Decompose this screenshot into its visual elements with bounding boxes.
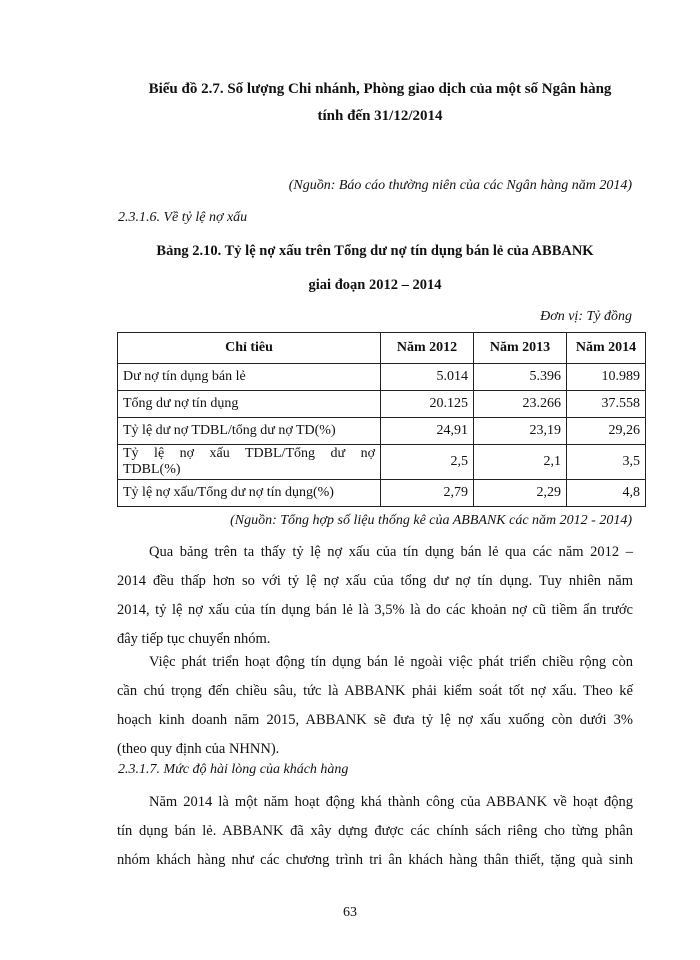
header-2013: Năm 2013	[474, 333, 567, 364]
table-row	[118, 445, 646, 480]
cell-value: 37.558	[567, 391, 646, 418]
row-label: Dư nợ tín dụng bán lẻ	[118, 364, 381, 391]
paragraph-line: 2014 đều thấp hơn so với tỷ lệ nợ xấu của tổng dư nợ tín dụng. Tuy nhiên năm	[117, 573, 633, 589]
cell-value: 3,5	[567, 445, 646, 480]
cell-value: 20.125	[381, 391, 474, 418]
table-title-line2: giai đoạn 2012 – 2014	[308, 277, 442, 293]
table-header-row	[118, 333, 646, 364]
paragraph-line: cần chú trọng đến chiều sâu, tức là ABBANK phải kiểm soát tốt nợ xấu. Theo kế	[117, 683, 633, 699]
paragraph-line: hoạch kinh doanh năm 2015, ABBANK sẽ đưa tỷ lệ nợ xấu xuống còn dưới 3%	[117, 712, 633, 728]
npl-table	[117, 332, 646, 507]
table-row	[118, 418, 646, 445]
section-heading-2-3-1-6: 2.3.1.6. Về tỷ lệ nợ xấu	[118, 210, 248, 225]
table-row	[118, 391, 646, 418]
source-note-1: (Nguồn: Báo cáo thường niên của các Ngân hàng năm 2014)	[288, 178, 632, 193]
cell-value: 2,5	[381, 445, 474, 480]
paragraph-2	[117, 648, 633, 764]
cell-value: 4,8	[567, 480, 646, 507]
header-2014: Năm 2014	[567, 333, 646, 364]
paragraph-line: Năm 2014 là một năm hoạt động khá thành công của ABBANK về hoạt động	[149, 794, 633, 810]
paragraph-line: Qua bảng trên ta thấy tỷ lệ nợ xấu của tín dụng bán lẻ qua các năm 2012 –	[149, 544, 633, 560]
cell-value: 23.266	[474, 391, 567, 418]
row-label-line1: Tỷ lệ nợ xấu TDBL/Tổng dư nợ	[123, 446, 375, 461]
row-label: Tỷ lệ nợ xấu/Tổng dư nợ tín dụng(%)	[118, 480, 381, 507]
cell-value: 5.014	[381, 364, 474, 391]
cell-value: 29,26	[567, 418, 646, 445]
chart-caption-line2: tính đến 31/12/2014	[317, 108, 443, 124]
cell-value: 10.989	[567, 364, 646, 391]
paragraph-line: đây tiếp tục chuyển nhóm.	[117, 631, 271, 647]
row-label-line2: TDBL(%)	[123, 462, 181, 477]
paragraph-3	[117, 788, 633, 875]
row-label: Tỷ lệ dư nợ TDBL/tổng dư nợ TD(%)	[118, 418, 381, 445]
table-title-line1: Bảng 2.10. Tỷ lệ nợ xấu trên Tổng dư nợ tín dụng bán lẻ của ABBANK	[156, 243, 594, 259]
section-heading-2-3-1-7: 2.3.1.7. Mức độ hài lòng của khách hàng	[118, 762, 349, 777]
cell-value: 2,1	[474, 445, 567, 480]
row-label	[118, 445, 381, 480]
cell-value: 2,79	[381, 480, 474, 507]
unit-label: Đơn vị: Tỷ đồng	[540, 309, 632, 324]
cell-value: 24,91	[381, 418, 474, 445]
cell-value: 23,19	[474, 418, 567, 445]
row-label: Tổng dư nợ tín dụng	[118, 391, 381, 418]
paragraph-line: tín dụng bán lẻ. ABBANK đã xây dựng được các chính sách riêng cho từng phân	[117, 823, 633, 839]
paragraph-1	[117, 538, 633, 654]
table-row	[118, 480, 646, 507]
cell-value: 2,29	[474, 480, 567, 507]
paragraph-line: Việc phát triển hoạt động tín dụng bán lẻ ngoài việc phát triển chiều rộng còn	[149, 654, 633, 670]
source-note-2: (Nguồn: Tổng hợp số liệu thống kê của ABBANK các năm 2012 - 2014)	[230, 513, 632, 528]
paragraph-line: 2014, tỷ lệ nợ xấu của tín dụng bán lẻ là 3,5% là do các khoản nợ cũ tiềm ẩn trước	[117, 602, 633, 618]
paragraph-line: (theo quy định của NHNN).	[117, 741, 280, 757]
paragraph-line: nhóm khách hàng như các chương trình tri ân khách hàng thân thiết, tặng quà sinh	[117, 852, 633, 868]
header-chi-tieu: Chỉ tiêu	[118, 333, 381, 364]
chart-caption-line1: Biểu đồ 2.7. Số lượng Chi nhánh, Phòng giao dịch của một số Ngân hàng	[148, 81, 612, 97]
page-number: 63	[343, 905, 357, 920]
table-row	[118, 364, 646, 391]
header-2012: Năm 2012	[381, 333, 474, 364]
cell-value: 5.396	[474, 364, 567, 391]
